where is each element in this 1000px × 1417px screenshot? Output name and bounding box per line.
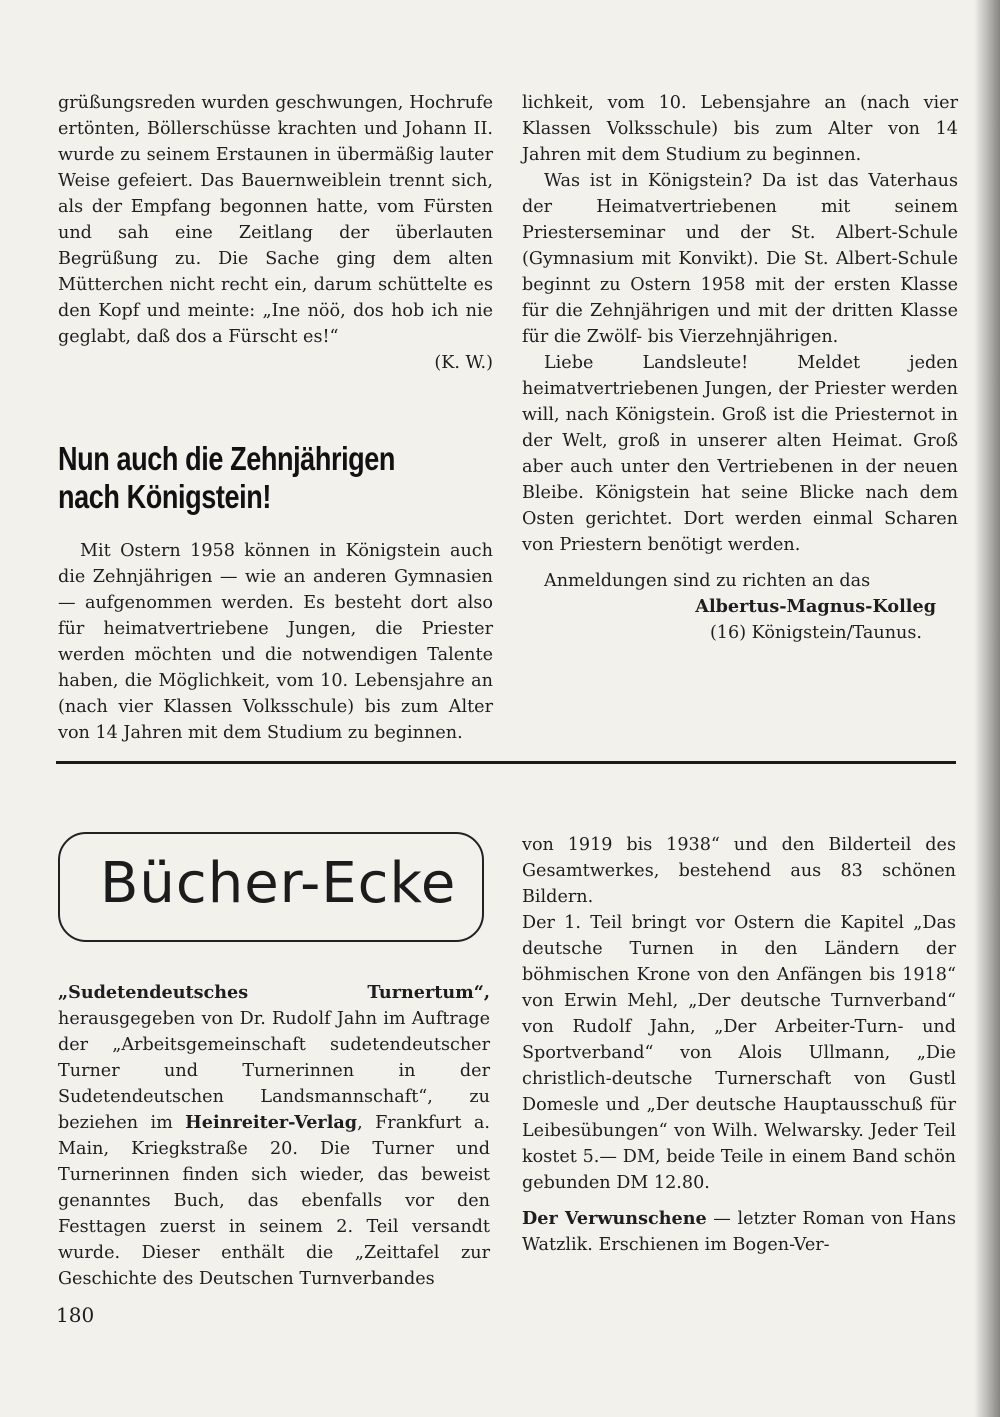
- book-2-title: Der Verwunschene: [522, 1208, 707, 1229]
- story-ending-paragraph: grüßungsreden wurden geschwungen, Hochrufe ertönten, Böllerschüsse krachten und Johann II. wurde zu seinem Erstaunen in übermäßig lauter Weise gefeiert. Das Bauernweiblein trennt sich, als der Empfang begonnen hatte, vom Fürsten und sah eine Zeitlang der überlauten Begrüßung zu. Die Sache ging dem alten Mütterchen nicht recht ein, darum schüttelte es den Kopf und meinte: „Ine nöö, dos hob ich nie geglabt, daß dos a Fürscht es!“: [58, 93, 493, 347]
- book-1-title: „Sudetendeutsches Turnertum“,: [58, 982, 490, 1003]
- author-signature: (K. W.): [434, 353, 493, 373]
- book-corner-title: Bücher-Ecke: [100, 851, 457, 916]
- contact-intro: Anmeldungen sind zu richten an das: [544, 571, 871, 591]
- book-review-1-continued: von 1919 bis 1938“ und den Bilderteil des Gesamtwerkes, bestehend aus 83 schönen Bildern.: [522, 835, 956, 907]
- column-bottom-left: [58, 980, 490, 1292]
- article-paragraph-2: Was ist in Königstein? Da ist das Vaterhaus der Heimatvertriebenen mit seinem Priesterseminar und der St. Albert-Schule (Gymnasium mit Konvikt). Die St. Albert-Schule beginnt zu Ostern 1958 mit der ersten Klasse für die Zehnjährigen und mit der dritten Klasse für die Zwölf- bis Vierzehnjährigen.: [522, 171, 958, 347]
- book-review-2: [522, 1206, 956, 1258]
- book-review-1-part1: Der 1. Teil bringt vor Ostern die Kapitel „Das deutsche Turnen in den Ländern der böhmischen Krone von den Anfängen bis 1918“ von Erwin Mehl, „Der deutsche Turnverband“ von Rudolf Jahn, „Der Arbeiter-Turn- und Sportverband“ von Alois Ullmann, „Die christlich-deutsche Turnerschaft von Gustl Domesle und „Der deutsche Hauptausschuß für Leibesübungen“ von Wilh. Welwarsky. Jeder Teil kostet 5.— DM, beide Teile in einem Band schön gebunden DM 12.80.: [522, 913, 956, 1193]
- contact-address: (16) Königstein/Taunus.: [709, 623, 922, 643]
- book-1-publisher: Heinreiter-Verlag: [185, 1112, 358, 1133]
- column-top-left: [58, 90, 493, 376]
- article-paragraph-1: Mit Ostern 1958 können in Königstein auch die Zehnjährigen — wie an anderen Gymnasien — aufgenommen werden. Es besteht dort also für heimatvertriebene Jungen, die Priester werden möchten und die notwendigen Talente haben, die Möglichkeit, vom 10. Lebensjahre an (nach vier Klassen Volksschule) bis zum Alter von 14 Jahren mit dem Studium zu beginnen.: [58, 541, 493, 743]
- book-review-1: [58, 980, 490, 1292]
- book-1-text-a: herausgegeben von Dr. Rudolf Jahn im Auftrage der „Arbeitsgemeinschaft sudetendeutscher Turner und Turnerinnen in der Sudetendeutschen Landsmannschaft“, zu beziehen im: [58, 1009, 490, 1133]
- page-edge-shadow: [974, 0, 1000, 1417]
- article-headline: Nun auch die Zehnjährigen nach Königstein!: [58, 440, 396, 515]
- article-paragraph-1-continued: lichkeit, vom 10. Lebensjahre an (nach vier Klassen Volksschule) bis zum Alter von 14 Jahren mit dem Studium zu beginnen.: [522, 93, 958, 165]
- page-number: 180: [56, 1303, 95, 1327]
- contact-name: Albertus-Magnus-Kolleg: [695, 596, 936, 617]
- book-1-text-b: , Frankfurt a. Main, Kriegkstraße 20. Die Turner und Turnerinnen finden sich wieder, das beweist genanntes Buch, das ebenfalls vor den Festtagen zuerst in seinem 2. Teil versandt wurde. Dieser enthält die „Zeittafel zur Geschichte des Deutschen Turnverbandes: [58, 1113, 490, 1289]
- column-top-right: [522, 90, 958, 646]
- article-intro-column: [58, 538, 493, 743]
- section-divider: [56, 761, 956, 764]
- article-paragraph-3: Liebe Landsleute! Meldet jeden heimatvertriebenen Jungen, der Priester werden will, nach Königstein. Groß ist die Priesternot in der Welt, groß in unserer alten Heimat. Groß aber auch unter den Vertriebenen in der neuen Bleibe. Königstein hat seine Blicke nach dem Osten gerichtet. Dort werden einmal Scharen von Priestern benötigt werden.: [522, 353, 958, 555]
- column-bottom-right: [522, 832, 956, 1258]
- book-2-text: — letzter Roman von Hans Watzlik. Erschienen im Bogen-Ver-: [522, 1209, 956, 1255]
